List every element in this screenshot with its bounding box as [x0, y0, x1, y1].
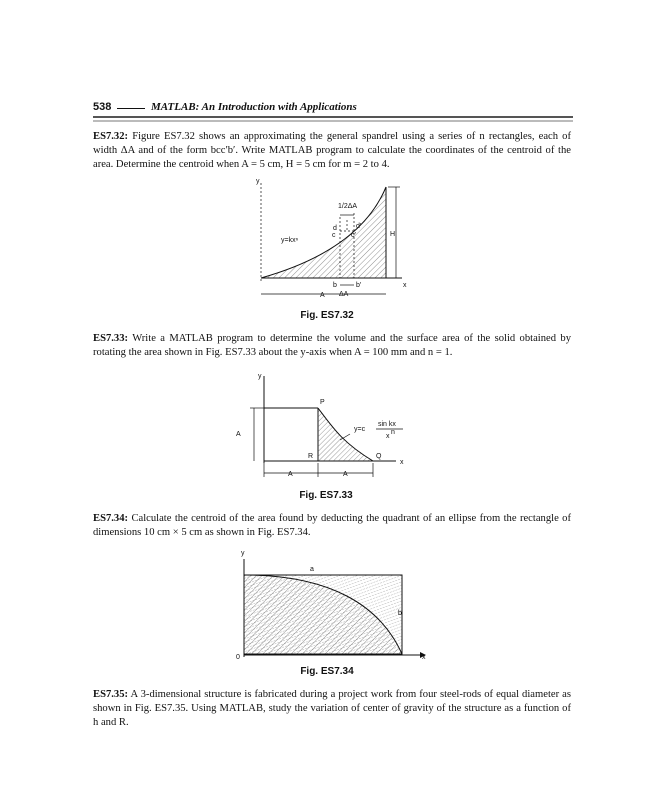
problem-label: ES7.33: [93, 333, 129, 344]
h-label: H [390, 231, 396, 238]
equation-lhs: y=c [354, 426, 366, 433]
header-rule-light [93, 120, 573, 122]
a-vertical-label: A [236, 431, 241, 438]
caption-es7-34: Fig. ES7.34 [300, 666, 354, 677]
problem-es7-34 [93, 512, 571, 540]
figure-es7-33 [228, 368, 428, 483]
problem-es7-35 [93, 688, 571, 731]
caption-es7-32: Fig. ES7.32 [300, 310, 354, 321]
problem-label: ES7.34: [93, 513, 129, 524]
point-q-label: Q [376, 453, 382, 460]
origin-label: 0 [236, 654, 240, 661]
y-axis-label: y [256, 178, 260, 185]
half-delta-label: 1/2ΔA [338, 203, 358, 210]
d-label: d [333, 225, 337, 232]
page-number: 538 [93, 101, 112, 113]
x-axis-label: x [400, 459, 404, 466]
d-prime-label: d′ [356, 223, 362, 230]
x-axis-label: x [403, 282, 407, 289]
b-label: b [333, 282, 337, 289]
problem-es7-32 [93, 130, 571, 173]
point-p-label: P [320, 399, 325, 406]
problem-label: ES7.32: [93, 131, 129, 142]
problem-es7-33 [93, 332, 571, 360]
point-r-label: R [308, 453, 314, 460]
caption-es7-33: Fig. ES7.33 [299, 490, 353, 501]
header-rule [93, 116, 573, 118]
b-prime-label: b′ [356, 282, 362, 289]
problem-label: ES7.35: [93, 689, 129, 700]
problem-text: Figure ES7.32 shows an approximating the general spandrel using a series of n rectangles, each of width ΔA and of the form bcc′b′. Write MATLAB program to calculate the coordinates of the centroid of the area. Determine the centroid when A = 5 cm, H = 5 cm for m = 2 to 4. [93, 131, 571, 171]
c-prime-label: c′ [351, 232, 356, 239]
problem-text: Calculate the centroid of the area found by deducting the quadrant of an ellipse from the rectangle of dimensions 10 cm × 5 cm as shown in Fig. ES7.34. [93, 513, 571, 539]
c-label: c [332, 232, 336, 239]
page-header [93, 99, 573, 119]
problem-text: Write a MATLAB program to determine the volume and the surface area of the solid obtained by rotating the area shown in Fig. ES7.33 about the y-axis when A = 100 mm and n = 1. [93, 333, 571, 359]
x-axis-label: x [422, 654, 426, 661]
spandrel-area [261, 187, 386, 278]
hatched-region [318, 408, 373, 461]
a-right-label: A [343, 471, 348, 478]
figure-es7-32 [240, 175, 420, 305]
book-title: MATLAB: An Introduction with Applications [151, 101, 357, 113]
delta-a-label: ΔA [339, 291, 349, 298]
equation-exponent: n [391, 429, 395, 436]
header-dash [117, 108, 145, 109]
equation-numerator: sin kx [378, 421, 396, 428]
b-label: b [398, 610, 402, 617]
curve-label: y=kxⁿ [281, 237, 299, 244]
problem-text: A 3-dimensional structure is fabricated during a project work from four steel-rods of equal diameter as shown in Fig. ES7.35. Using MATLAB, study the variation of center of gravity of the structure as a function of h and R. [93, 689, 571, 729]
a-left-label: A [288, 471, 293, 478]
figure-es7-34 [230, 545, 430, 663]
equation-denominator: x [386, 433, 390, 440]
y-axis-label: y [258, 373, 262, 380]
a-label: a [310, 566, 314, 573]
y-axis-label: y [241, 550, 245, 557]
a-label: A [320, 292, 325, 299]
